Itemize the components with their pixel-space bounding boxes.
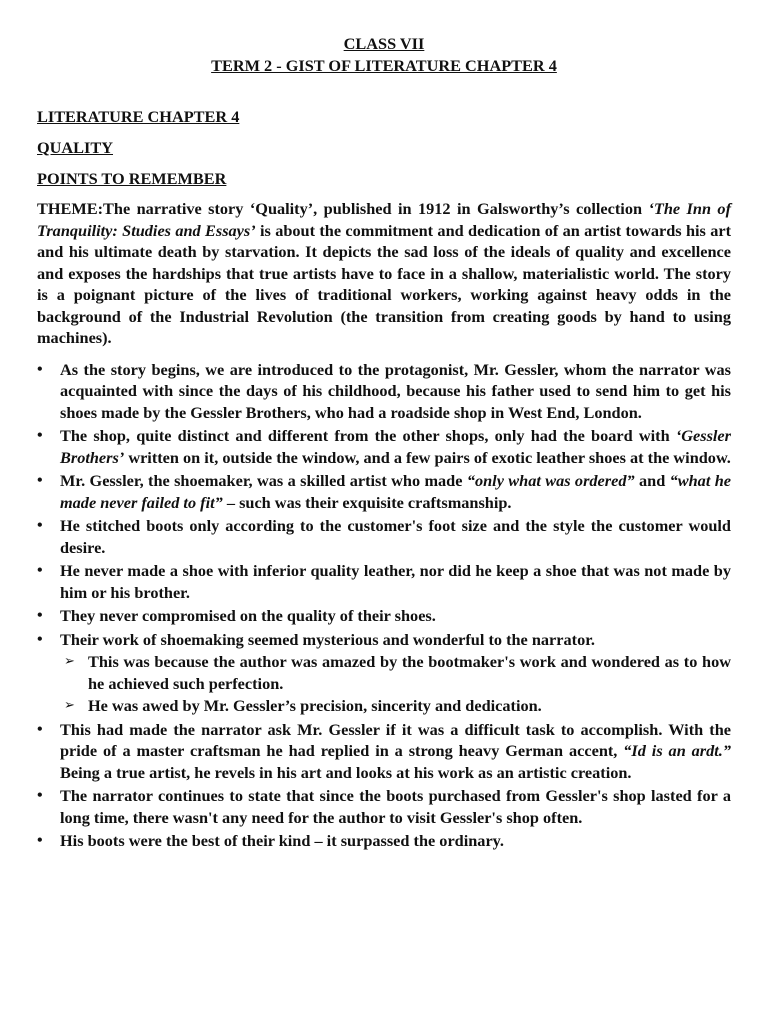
list-item [37, 359, 731, 424]
list-item [37, 560, 731, 603]
list-item-text: As the story begins, we are introduced to the protagonist, Mr. Gessler, whom the narrator was acquainted with since the days of his childhood, because his father used to send him to get his shoes made by the Gessler Brothers, who had a roadside shop in West End, London. [60, 359, 731, 422]
list-item [37, 470, 731, 513]
list-item-italic: “what he made never failed to fit” [60, 471, 731, 512]
list-item-text: The shop, quite distinct and different from the other shops, only had the board with [60, 426, 676, 445]
list-item [37, 425, 731, 468]
theme-paragraph [37, 198, 731, 349]
sub-list-item [60, 695, 731, 717]
class-heading: CLASS VII [343, 34, 425, 53]
chapter-heading: LITERATURE CHAPTER 4 [37, 107, 240, 126]
sub-list [60, 651, 731, 717]
list-item-italic: “only what was ordered” [466, 471, 635, 490]
list-item-text: – such was their exquisite craftsmanship. [222, 492, 512, 512]
list-item [37, 515, 731, 558]
list-item [37, 629, 731, 717]
list-item-text: He stitched boots only according to the customer's foot size and the style the customer would desire. [60, 516, 731, 557]
list-item-text: Their work of shoemaking seemed mysterious and wonderful to the narrator. [60, 629, 596, 649]
list-item-text: Mr. Gessler, the shoemaker, was a skilled artist who made [60, 471, 467, 490]
list-item [37, 605, 731, 627]
sub-list-item [60, 651, 731, 694]
list-item-italic: “Id is an ardt.” [623, 741, 731, 760]
list-item [37, 830, 731, 852]
list-item-text: Being a true artist, he revels in his art and looks at his work as an artistic creation. [60, 762, 632, 782]
sub-list-item-text: This was because the author was amazed by the bootmaker's work and wondered as to how he achieved such perfection. [88, 652, 731, 693]
points-heading: POINTS TO REMEMBER [37, 169, 227, 188]
list-item-text: They never compromised on the quality of their shoes. [60, 606, 436, 625]
story-title: QUALITY [37, 138, 113, 157]
list-item-text: His boots were the best of their kind – it surpassed the ordinary. [60, 831, 504, 850]
points-list [37, 359, 731, 852]
list-item-italic: ‘Gessler Brothers’ [60, 426, 731, 467]
sub-list-item-text: He was awed by Mr. Gessler’s precision, sincerity and dedication. [88, 696, 542, 715]
collection-title: ‘The Inn of Tranquility: Studies and Essays’ [37, 199, 731, 240]
theme-text-cont: is about the commitment and dedication of an artist towards his art and his ultimate death by starvation. It depicts the sad loss of the ideals of quality and excellence and exposes the hardships that true artists have to face in a shallow, materialistic world. The story is a poignant picture of the lives of traditional workers, working against heavy odds in the background of the Industrial Revolution (the transition from creating goods by hand to using machines). [37, 220, 731, 347]
list-item-text: He never made a shoe with inferior quality leather, nor did he keep a shoe that was not made by him or his brother. [60, 561, 731, 602]
theme-text: The narrative story ‘Quality’, published in 1912 in Galsworthy’s collection [103, 199, 649, 218]
list-item-text: This had made the narrator ask Mr. Gessler if it was a difficult task to accomplish. With the pride of a master craftsman he had replied in a strong heavy German accent, [60, 719, 731, 760]
list-item [37, 785, 731, 828]
list-item-text: written on it, outside the window, and a few pairs of exotic leather shoes at the window. [124, 447, 731, 467]
term-heading: TERM 2 - GIST OF LITERATURE CHAPTER 4 [211, 56, 557, 75]
list-item-text: The narrator continues to state that since the boots purchased from Gessler's shop lasted for a long time, there wasn't any need for the author to visit Gessler's shop often. [60, 786, 731, 827]
theme-label: THEME: [37, 199, 104, 218]
list-item-text: and [634, 471, 670, 490]
list-item [37, 719, 731, 784]
